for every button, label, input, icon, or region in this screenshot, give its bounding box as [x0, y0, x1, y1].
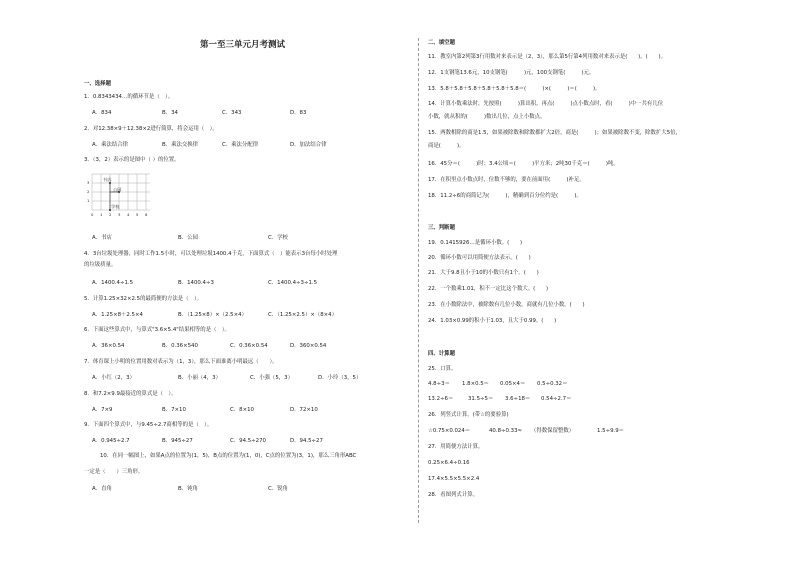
- question-1: 1．0.8343434…的循环节是（ ）。: [84, 94, 174, 100]
- question-13: 13．5.8＋5.8＋5.8＋5.8＋5.8＋5.8＝( )×( )＝( )。: [428, 86, 601, 92]
- question-27: 27．用简便方法计算。: [428, 444, 484, 450]
- question-11: 11．教室内第2列第3行用数对来表示是（2，3），那么第5行第4列用数对来表示是( )。( )。: [428, 54, 666, 60]
- question-26: 26．列竖式计算。(带☆的要验算): [428, 412, 509, 418]
- q7-option-d: D．小玲（3，5）: [318, 375, 362, 381]
- question-25: 25．口算。: [428, 366, 457, 372]
- q3-option-a: A．书店: [92, 235, 112, 241]
- q10-option-a: A．直角: [92, 486, 112, 492]
- question-4-line2: 的垃圾质量。: [84, 262, 117, 268]
- q4-option-a: A．1400.4÷1.5: [92, 280, 134, 286]
- q8-option-b: B．7×10: [162, 407, 186, 413]
- oral-calc-item: 3.6÷18＝: [505, 396, 531, 402]
- question-19: 19．0.1415926…是循环小数。( ): [428, 240, 523, 246]
- question-18: 18．11.2÷6的商简记为( )，精确到百分位约是( )。: [428, 193, 582, 199]
- q8-option-a: A．7×9: [92, 407, 113, 413]
- grid-x-tick: 4: [127, 212, 130, 217]
- oral-calc-item: 31.5÷5＝: [468, 396, 494, 402]
- grid-point-school: [109, 209, 111, 211]
- section-calc-heading: 四、计算题: [428, 351, 455, 357]
- oral-calc-item: 4.8÷3＝: [428, 381, 450, 387]
- q6-option-d: D．360×0.54: [290, 343, 327, 349]
- question-10-line2: 一定是（ ）三角形。: [84, 469, 144, 475]
- q1-option-d: D．83: [290, 110, 307, 116]
- q5-option-a: A．1.25×8＋2.5×4: [92, 312, 143, 318]
- q2-option-b: B．乘法交换律: [162, 142, 199, 148]
- q2-option-c: C．乘法分配律: [222, 142, 259, 148]
- coordinate-grid: [84, 172, 154, 218]
- section-judge-heading: 三、判断题: [428, 225, 455, 231]
- question-24: 24．1.03×0.99的积小于1.03，且大于0.99。( ): [428, 318, 557, 324]
- q6-option-b: B．0.36×540: [162, 343, 198, 349]
- question-2: 2．对12.38×9＋12.38×2进行简算，将会运用（ ）。: [84, 126, 218, 132]
- question-15-line1: 15．两数相除的商是1.5，如果被除数和除数都扩大2倍，商是( )；如果被除数不变，除数扩大5倍，: [428, 130, 681, 136]
- question-14-line1: 14．计算小数乘法时，先按照( )算出积，再点( )点小数点时，看( )中一共有几位: [428, 101, 664, 107]
- q4-option-c: C．1400.4÷3÷1.5: [268, 280, 318, 286]
- question-20: 20．循环小数可以用简便方法表示。( ): [428, 255, 531, 261]
- grid-y-tick: 2: [87, 189, 90, 194]
- q7-option-a: A．小红（2，3）: [92, 375, 135, 381]
- grid-label-bookstore: 书店: [103, 177, 112, 182]
- oral-calc-item: 1.8×0.5＝: [462, 381, 490, 387]
- question-15-line2: 商是( )。: [428, 143, 465, 149]
- vertical-calc-item: ☆0.75×0.024＝: [428, 428, 471, 434]
- vertical-calc-note: （得数保留整数）: [531, 428, 575, 434]
- question-7: 7．体育课上小明的位置用数对表示为（1，3），那么下面谁离小明最远（ ）。: [84, 359, 278, 365]
- page-title: 第一至三单元月考测试: [200, 40, 286, 50]
- q8-option-d: D．72×10: [290, 407, 318, 413]
- column-divider: [418, 38, 419, 523]
- vertical-calc-item: 1.5÷9.9＝: [597, 428, 625, 434]
- grid-x-tick: 5: [136, 212, 139, 217]
- question-8: 8．和7.2×9.9最接近的算式是（ ）。: [84, 391, 177, 397]
- question-16: 16．45分＝( )时；3.4公顷＝( )平方米；2吨30千克＝( )吨。: [428, 161, 619, 167]
- grid-x-tick: 3: [118, 212, 121, 217]
- q10-option-b: B．钝角: [178, 486, 198, 492]
- question-10-line1: 10．在同一幅图上，如果A点的位置为(1，5)，B点的位置为(1，0)，C点的位置为(3，1)，那么三角形ABC: [100, 453, 357, 459]
- q3-option-b: B．公园: [178, 235, 198, 241]
- q7-option-b: B．小丽（4，3）: [178, 375, 221, 381]
- oral-calc-item: 0.05×4＝: [500, 381, 526, 387]
- vertical-calc-item: 40.8÷0.33≈: [489, 428, 523, 434]
- section-fill-heading: 二、填空题: [428, 40, 455, 46]
- question-3: 3．（3，2）表示的是图中（ ）的位置。: [84, 157, 180, 163]
- q10-option-c: C．锐角: [268, 486, 288, 492]
- oral-calc-item: 13.2÷6＝: [428, 396, 454, 402]
- simplify-calc-item: 17.4×5.5×5.5×2.4: [428, 476, 480, 482]
- q6-option-c: C．0.36×0.54: [230, 343, 268, 349]
- grid-x-tick: 2: [109, 212, 112, 217]
- q5-option-c: C．（1.25×2.5）×（8×4）: [268, 312, 338, 318]
- q8-option-c: C．8×10: [230, 407, 254, 413]
- q5-option-b: B．（1.25×8）×（2.5×4）: [178, 312, 247, 318]
- question-5: 5．计算1.25×32×2.5的最简便的方法是（ ）。: [84, 296, 203, 302]
- q3-option-c: C．学校: [268, 235, 288, 241]
- q2-option-a: A．乘法结合律: [92, 142, 129, 148]
- q1-option-a: A．834: [92, 110, 112, 116]
- q9-option-d: D．94.5÷27: [290, 438, 323, 444]
- section-choice-heading: 一、选择题: [84, 81, 111, 87]
- q2-option-d: D．加法结合律: [290, 142, 327, 148]
- grid-x-tick: 6: [145, 212, 148, 217]
- q6-option-a: A．36×0.54: [92, 343, 125, 349]
- grid-label-park: 公园: [113, 187, 122, 192]
- oral-calc-item: 0.54÷2.7＝: [541, 396, 572, 402]
- grid-y-tick: 1: [87, 198, 90, 203]
- question-17: 17．在积里点小数点时，位数不够的，要在前面用( )补足。: [428, 177, 585, 183]
- question-22: 22．一个数乘1.01，积不一定比这个数大。( ): [428, 286, 549, 292]
- oral-calc-item: 0.5÷0.32＝: [537, 381, 568, 387]
- q7-option-c: C．小强（5，3）: [250, 375, 293, 381]
- question-12: 12．1支钢笔13.6元，10支钢笔( )元，100支钢笔( )元。: [428, 70, 595, 76]
- q1-option-b: B．34: [162, 110, 178, 116]
- q1-option-c: C．343: [222, 110, 242, 116]
- grid-point-bookstore: [109, 182, 111, 184]
- q4-option-b: B．1400.4÷3: [178, 280, 214, 286]
- question-21: 21．大于9.8且小于10的小数只有1个。( ): [428, 270, 539, 276]
- q9-option-c: C．94.5÷270: [230, 438, 266, 444]
- question-28: 28．看图列式计算。: [428, 492, 478, 498]
- question-4-line1: 4．3台垃圾处理器，同时工作1.5小时，可以处理垃圾1400.4千克，下面算式（ ）能表示3台每小时处理: [84, 251, 338, 257]
- grid-y-tick: 3: [87, 180, 90, 185]
- question-23: 23．在小数除法中，被除数有几位小数，商就有几位小数。( ): [428, 302, 585, 308]
- q9-option-b: B．945÷27: [162, 438, 193, 444]
- simplify-calc-item: 0.25×6.4÷0.16: [428, 460, 470, 466]
- question-14-line2: 小数，就从积的( )数出几位，点上小数点。: [428, 114, 546, 120]
- grid-x-tick: 0: [91, 212, 94, 217]
- q9-option-a: A．0.945÷2.7: [92, 438, 130, 444]
- grid-x-tick: 1: [100, 212, 103, 217]
- question-6: 6．下面这些算式中，与算式"3.6×5.4"结果相等的是（ ）。: [84, 327, 230, 333]
- grid-label-school: 学校: [111, 204, 120, 209]
- question-9: 9．下面四个算式中，与9.45÷2.7商相等的是（ ）。: [84, 422, 213, 428]
